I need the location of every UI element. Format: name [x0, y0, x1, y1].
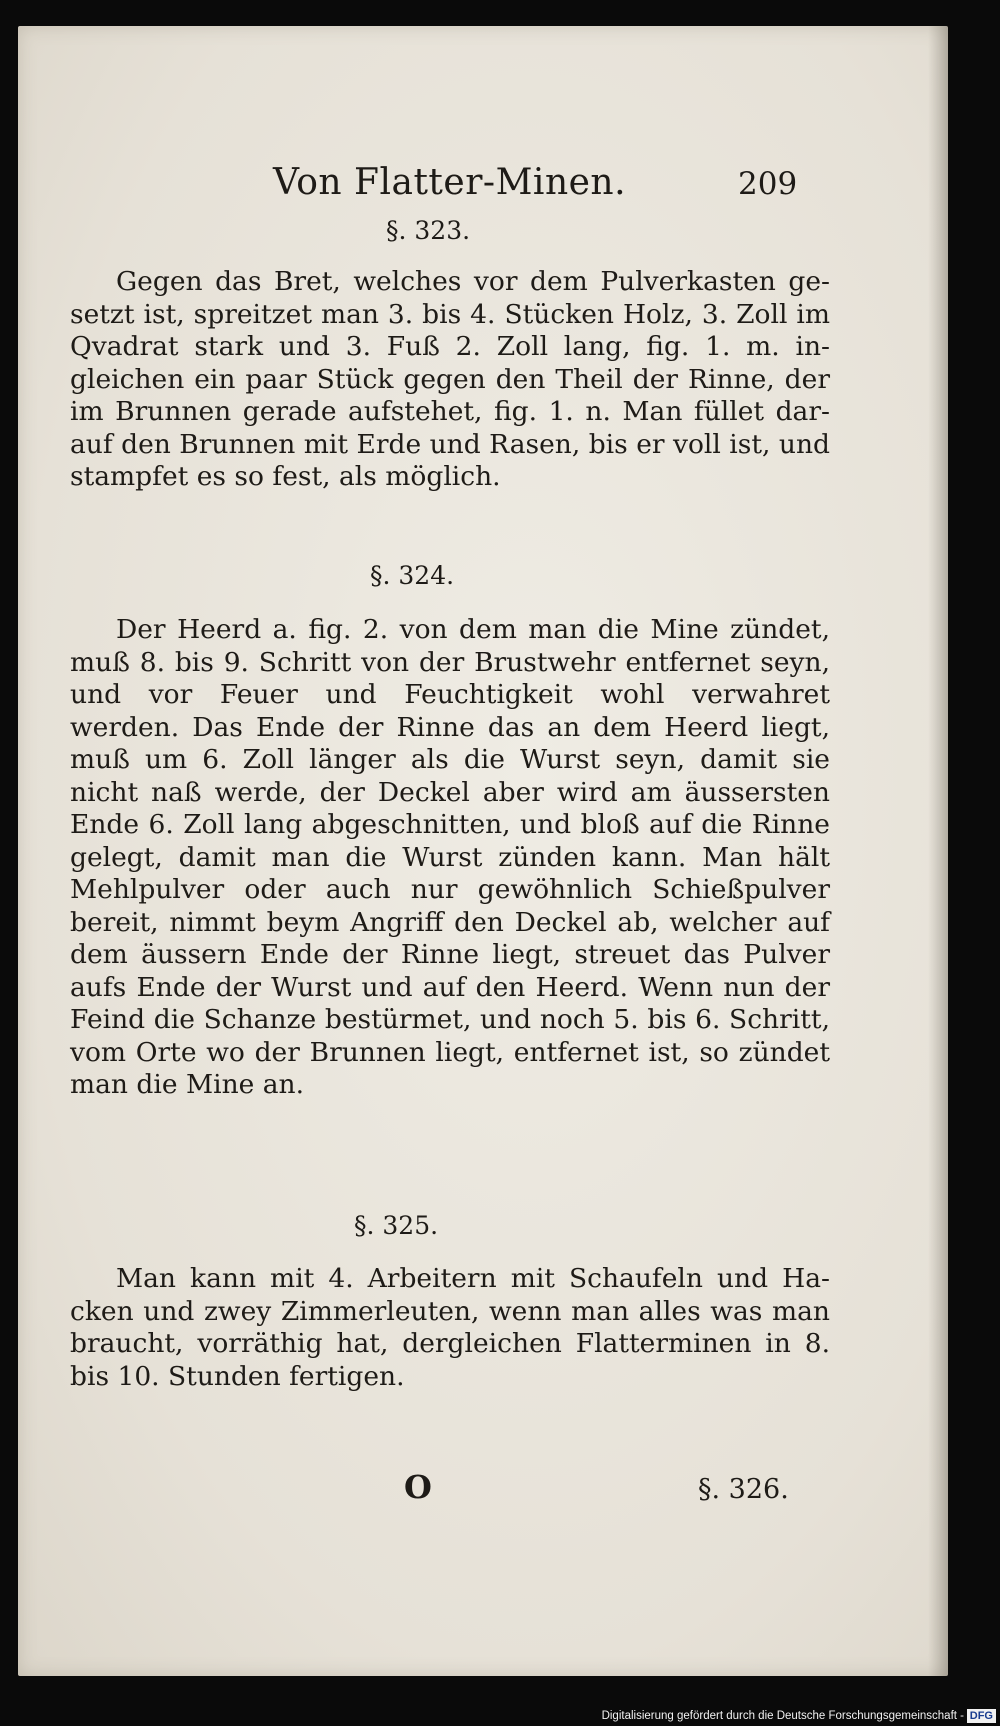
digitization-notice: Digitalisierung gefördert durch die Deutsche Forschungsgemeinschaft - — [601, 1710, 964, 1722]
section-text-324: Der Heerd a. fig. 2. von dem man die Mine zündet, muß 8. bis 9. Schritt von der Brustwehr entfernet seyn, und vor Feuer und Feuchtigkeit wohl verwahret werden. Das Ende der Rinne das an dem Heerd liegt, muß um 6. Zoll länger als die Wurst seyn, damit sie nicht naß werde, der Deckel aber wird am äussersten Ende 6. Zoll lang abgeschnitten, und bloß auf die Rinne gelegt, damit man die Wurst zünden kann. Man hält Mehlpulver oder auch nur gewöhnlich Schießpulver bereit, nimmt beym Angriff den Deckel ab, welcher auf dem äussern Ende der Rinne liegt, streuet das Pulver aufs Ende der Wurst und auf den Heerd. Wenn nun der Feind die Schanze bestürmet, und noch 5. bis 6. Schritt, vom Orte wo der Brunnen liegt, entfernet ist, so zündet man die Mine an. — [70, 614, 830, 1100]
section-heading-325: §. 325. — [354, 1211, 439, 1240]
book-page — [18, 26, 948, 1676]
page-number: 209 — [738, 166, 798, 202]
running-title: Von Flatter-Minen. — [273, 162, 627, 203]
digitization-bar — [0, 1704, 1000, 1726]
section-text-325: Man kann mit 4. Arbeitern mit Schaufeln und Hacken und zwey Zimmerleuten, wenn man alles was man braucht, vorräthig hat, dergleichen Flatterminen in 8. bis 10. Stunden fertigen. — [70, 1263, 830, 1392]
spine-shadow — [928, 26, 948, 1676]
section-text-323: Gegen das Bret, welches vor dem Pulverkasten gesetzt ist, spreitzet man 3. bis 4. Stücken Holz, 3. Zoll im Qvadrat stark und 3. Fuß 2. Zoll lang, fig. 1. m. ingleichen ein paar Stück gegen den Theil der Rinne, der im Brunnen gerade aufstehet, fig. 1. n. Man füllet darauf den Brunnen mit Erde und Rasen, bis er voll ist, und stampfet es so fest, als möglich. — [70, 266, 830, 492]
signature-mark: O — [404, 1468, 432, 1506]
dfg-logo: DFG — [967, 1709, 996, 1723]
catchword: §. 326. — [698, 1474, 789, 1505]
page-header — [18, 146, 948, 206]
section-heading-324: §. 324. — [370, 561, 455, 590]
section-heading-323: §. 323. — [386, 216, 471, 245]
